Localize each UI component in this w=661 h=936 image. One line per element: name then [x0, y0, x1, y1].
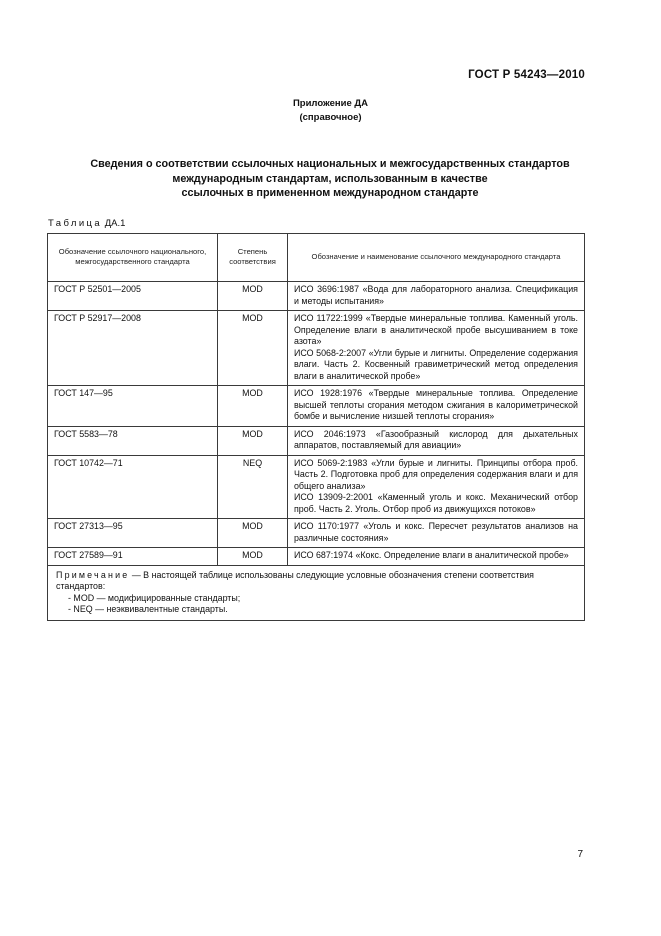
cell-international — [288, 426, 585, 455]
cell-international — [288, 386, 585, 427]
note-paragraph — [56, 570, 576, 593]
table-note-row — [48, 565, 585, 620]
international-entry: ИСО 5069-2:1983 «Угли бурые и лигниты. Принципы отбора проб. Часть 2. Подготовка проб для определения содержания влаги и для общего анализа» — [294, 457, 578, 491]
note-item-neq: - NEQ — неэквивалентные стандарты. — [68, 604, 228, 614]
section-heading — [40, 157, 620, 201]
heading-line-2: международным стандартам, использованным в качестве — [172, 172, 488, 185]
document-id: ГОСТ Р 54243—2010 — [468, 69, 585, 81]
table-row — [48, 519, 585, 548]
header-national-standard: Обозначение ссылочного национального, межгосударственного стандарта — [48, 234, 218, 282]
international-entry: ИСО 5068-2:2007 «Угли бурые и лигниты. Определение содержания влаги. Часть 2. Косвенный гравиметрический метод определения влаги в аналитической пробе» — [294, 347, 578, 381]
cell-international — [288, 519, 585, 548]
standards-table — [47, 233, 585, 621]
international-entry: ИСО 2046:1973 «Газообразный кислород для дыхательных аппаратов, поставляемый для авиации» — [294, 428, 578, 450]
cell-international — [288, 311, 585, 386]
cell-international — [288, 548, 585, 566]
table-caption — [48, 218, 125, 229]
table-row — [48, 426, 585, 455]
note-item-mod: - MOD — модифицированные стандарты; — [68, 592, 241, 603]
appendix-subtitle: (справочное) — [299, 112, 362, 123]
cell-degree: MOD — [218, 519, 288, 548]
cell-national: ГОСТ 10742—71 — [48, 455, 218, 519]
page-number: 7 — [577, 849, 583, 860]
heading-line-3: ссылочных в примененном международном стандарте — [181, 187, 479, 199]
international-entry: ИСО 3696:1987 «Вода для лабораторного анализа. Спецификация и методы испытания» — [294, 284, 578, 306]
cell-national: ГОСТ 5583—78 — [48, 426, 218, 455]
cell-degree: MOD — [218, 548, 288, 566]
cell-international — [288, 282, 585, 311]
cell-national: ГОСТ 147—95 — [48, 386, 218, 427]
table-row — [48, 548, 585, 566]
table-header-row — [48, 234, 585, 282]
international-entry: ИСО 1928:1976 «Твердые минеральные топлива. Определение высшей теплоты сгорания методом сжигания в калориметрической бомбе и вычисление низшей теплоты сгорания» — [294, 388, 578, 421]
international-entry: ИСО 11722:1999 «Твердые минеральные топлива. Каменный уголь. Определение влаги в аналитической пробе высушиванием в токе азота» — [294, 313, 578, 346]
cell-national: ГОСТ 27589—91 — [48, 548, 218, 566]
international-entry: ИСО 687:1974 «Кокс. Определение влаги в аналитической пробе» — [294, 550, 569, 560]
table-row — [48, 455, 585, 519]
appendix-title: Приложение ДА — [292, 98, 369, 109]
table-row — [48, 282, 585, 311]
cell-degree: MOD — [218, 282, 288, 311]
table-caption-prefix: Таблица — [48, 218, 103, 229]
table-row — [48, 386, 585, 427]
cell-degree: MOD — [218, 311, 288, 386]
note-text: — В настоящей таблице использованы следующие условные обозначения степени соответствия стандартов: — [56, 569, 534, 591]
header-international-standard: Обозначение и наименование ссылочного международного стандарта — [288, 234, 585, 282]
international-entry: ИСО 13909-2:2001 «Каменный уголь и кокс. Механический отбор проб. Часть 2. Уголь. Отбор проб из движущихся потоков» — [294, 492, 578, 514]
table-row — [48, 311, 585, 386]
cell-degree: MOD — [218, 426, 288, 455]
cell-degree: NEQ — [218, 455, 288, 519]
international-entry: ИСО 1170:1977 «Уголь и кокс. Пересчет результатов анализов на различные состояния» — [294, 521, 578, 543]
cell-international — [288, 455, 585, 519]
heading-line-1: Сведения о соответствии ссылочных национальных и межгосударственных стандартов — [90, 158, 570, 170]
cell-degree: MOD — [218, 386, 288, 427]
cell-national: ГОСТ Р 52917—2008 — [48, 311, 218, 386]
header-degree: Степень соответствия — [218, 234, 288, 282]
cell-national: ГОСТ Р 52501—2005 — [48, 282, 218, 311]
cell-national: ГОСТ 27313—95 — [48, 519, 218, 548]
appendix-block — [0, 97, 661, 125]
note-label: Примечание — [56, 569, 130, 580]
table-caption-id: ДА.1 — [104, 218, 126, 229]
table-note — [48, 565, 585, 620]
